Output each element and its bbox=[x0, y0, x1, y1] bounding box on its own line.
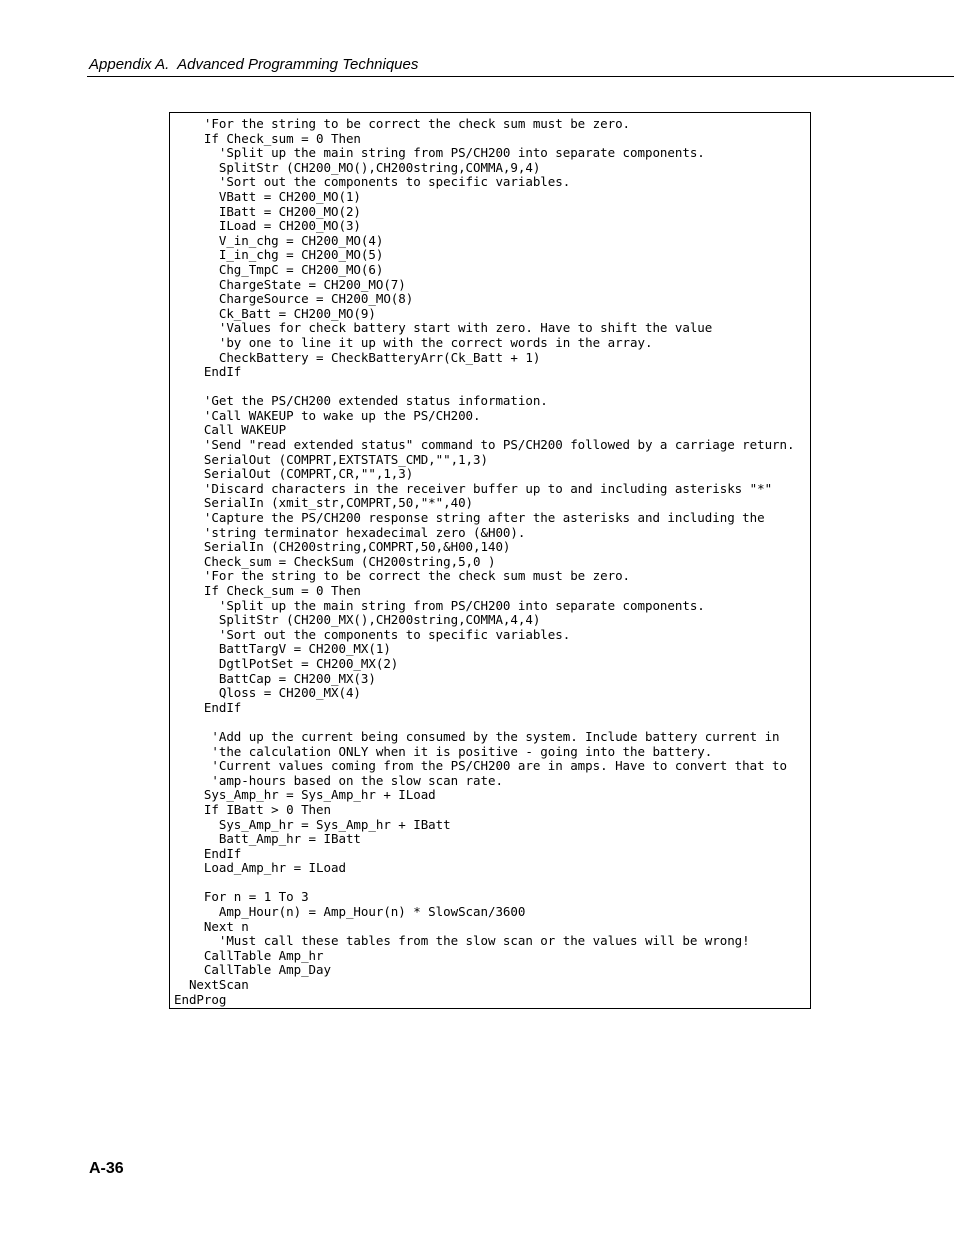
header-rule bbox=[87, 76, 954, 77]
code-line: NextScan bbox=[174, 977, 249, 993]
code-line: ILoad = CH200_MO(3) bbox=[174, 218, 361, 234]
page-number: A-36 bbox=[89, 1160, 124, 1177]
code-line: 'Split up the main string from PS/CH200 into separate components. bbox=[174, 597, 705, 613]
code-line: Load_Amp_hr = ILoad bbox=[174, 860, 346, 876]
code-line: Sys_Amp_hr = Sys_Amp_hr + IBatt bbox=[174, 816, 451, 832]
code-line: Sys_Amp_hr = Sys_Amp_hr + ILoad bbox=[174, 787, 436, 803]
code-line: Chg_TmpC = CH200_MO(6) bbox=[174, 261, 384, 277]
code-line: Qloss = CH200_MX(4) bbox=[174, 685, 361, 701]
code-listing-box bbox=[169, 112, 811, 1009]
code-line: CheckBattery = CheckBatteryArr(Ck_Batt + 1) bbox=[174, 349, 541, 365]
code-line: ChargeState = CH200_MO(7) bbox=[174, 276, 406, 292]
code-line bbox=[174, 715, 794, 730]
code-line: 'For the string to be correct the check sum must be zero. bbox=[174, 568, 631, 584]
code-line: EndIf bbox=[174, 364, 242, 380]
code-line: Amp_Hour(n) = Amp_Hour(n) * SlowScan/3600 bbox=[174, 904, 526, 920]
code-line: SerialOut (COMPRT,CR,"",1,3) bbox=[174, 466, 414, 482]
code-line: 'Current values coming from the PS/CH200 are in amps. Have to convert that to bbox=[174, 758, 788, 774]
code-line: 'Sort out the components to specific variables. bbox=[174, 626, 571, 642]
code-line: If IBatt > 0 Then bbox=[174, 801, 331, 817]
code-line: SplitStr (CH200_MX(),CH200string,COMMA,4,4) bbox=[174, 612, 541, 628]
code-line bbox=[174, 380, 794, 395]
code-line: 'Values for check battery start with zero. Have to shift the value bbox=[174, 320, 713, 336]
code-line: BattTargV = CH200_MX(1) bbox=[174, 641, 391, 657]
code-line: VBatt = CH200_MO(1) bbox=[174, 188, 361, 204]
code-line: 'For the string to be correct the check sum must be zero. bbox=[174, 116, 631, 131]
code-line: Batt_Amp_hr = IBatt bbox=[174, 831, 361, 847]
code-line: EndIf bbox=[174, 699, 242, 715]
code-line: 'Sort out the components to specific variables. bbox=[174, 174, 571, 190]
code-line: DgtlPotSet = CH200_MX(2) bbox=[174, 655, 399, 671]
code-line: 'string terminator hexadecimal zero (&H00). bbox=[174, 524, 526, 540]
code-line: 'by one to line it up with the correct words in the array. bbox=[174, 334, 653, 350]
code-line: EndProg bbox=[174, 991, 227, 1007]
code-line: EndIf bbox=[174, 845, 242, 861]
code-line: If Check_sum = 0 Then bbox=[174, 583, 361, 598]
code-line bbox=[174, 876, 794, 891]
code-line: 'Capture the PS/CH200 response string after the asterisks and including the bbox=[174, 510, 765, 526]
code-line: 'amp-hours based on the slow scan rate. bbox=[174, 772, 503, 788]
code-line: I_in_chg = CH200_MO(5) bbox=[174, 247, 384, 263]
code-listing bbox=[174, 117, 794, 1007]
code-line: 'Get the PS/CH200 extended status information. bbox=[174, 393, 548, 409]
code-line: 'Add up the current being consumed by the system. Include battery current in bbox=[174, 728, 780, 744]
code-line: SerialIn (xmit_str,COMPRT,50,"*",40) bbox=[174, 495, 474, 511]
code-line: BattCap = CH200_MX(3) bbox=[174, 670, 376, 686]
code-line: 'Split up the main string from PS/CH200 into separate components. bbox=[174, 145, 705, 161]
code-line: SplitStr (CH200_MO(),CH200string,COMMA,9,4) bbox=[174, 159, 541, 175]
code-line: Call WAKEUP bbox=[174, 422, 287, 438]
code-line: CallTable Amp_hr bbox=[174, 947, 324, 963]
code-line: 'Must call these tables from the slow scan or the values will be wrong! bbox=[174, 933, 750, 949]
code-line: 'Discard characters in the receiver buffer up to and including asterisks "*" bbox=[174, 480, 773, 496]
code-line: IBatt = CH200_MO(2) bbox=[174, 203, 361, 219]
code-line: Next n bbox=[174, 918, 249, 934]
code-line: V_in_chg = CH200_MO(4) bbox=[174, 232, 384, 248]
running-header: Appendix A. Advanced Programming Techniques bbox=[89, 56, 419, 73]
code-line: 'Send "read extended status" command to PS/CH200 followed by a carriage return. bbox=[174, 437, 795, 453]
code-line: Check_sum = CheckSum (CH200string,5,0 ) bbox=[174, 553, 496, 569]
code-line: SerialOut (COMPRT,EXTSTATS_CMD,"",1,3) bbox=[174, 451, 488, 467]
code-line: Ck_Batt = CH200_MO(9) bbox=[174, 305, 376, 321]
code-line: ChargeSource = CH200_MO(8) bbox=[174, 291, 414, 307]
code-line: If Check_sum = 0 Then bbox=[174, 130, 361, 146]
code-line: SerialIn (CH200string,COMPRT,50,&H00,140) bbox=[174, 539, 511, 555]
code-line: For n = 1 To 3 bbox=[174, 889, 309, 905]
code-line: CallTable Amp_Day bbox=[174, 962, 331, 978]
code-line: 'Call WAKEUP to wake up the PS/CH200. bbox=[174, 407, 481, 423]
code-line: 'the calculation ONLY when it is positive - going into the battery. bbox=[174, 743, 713, 759]
